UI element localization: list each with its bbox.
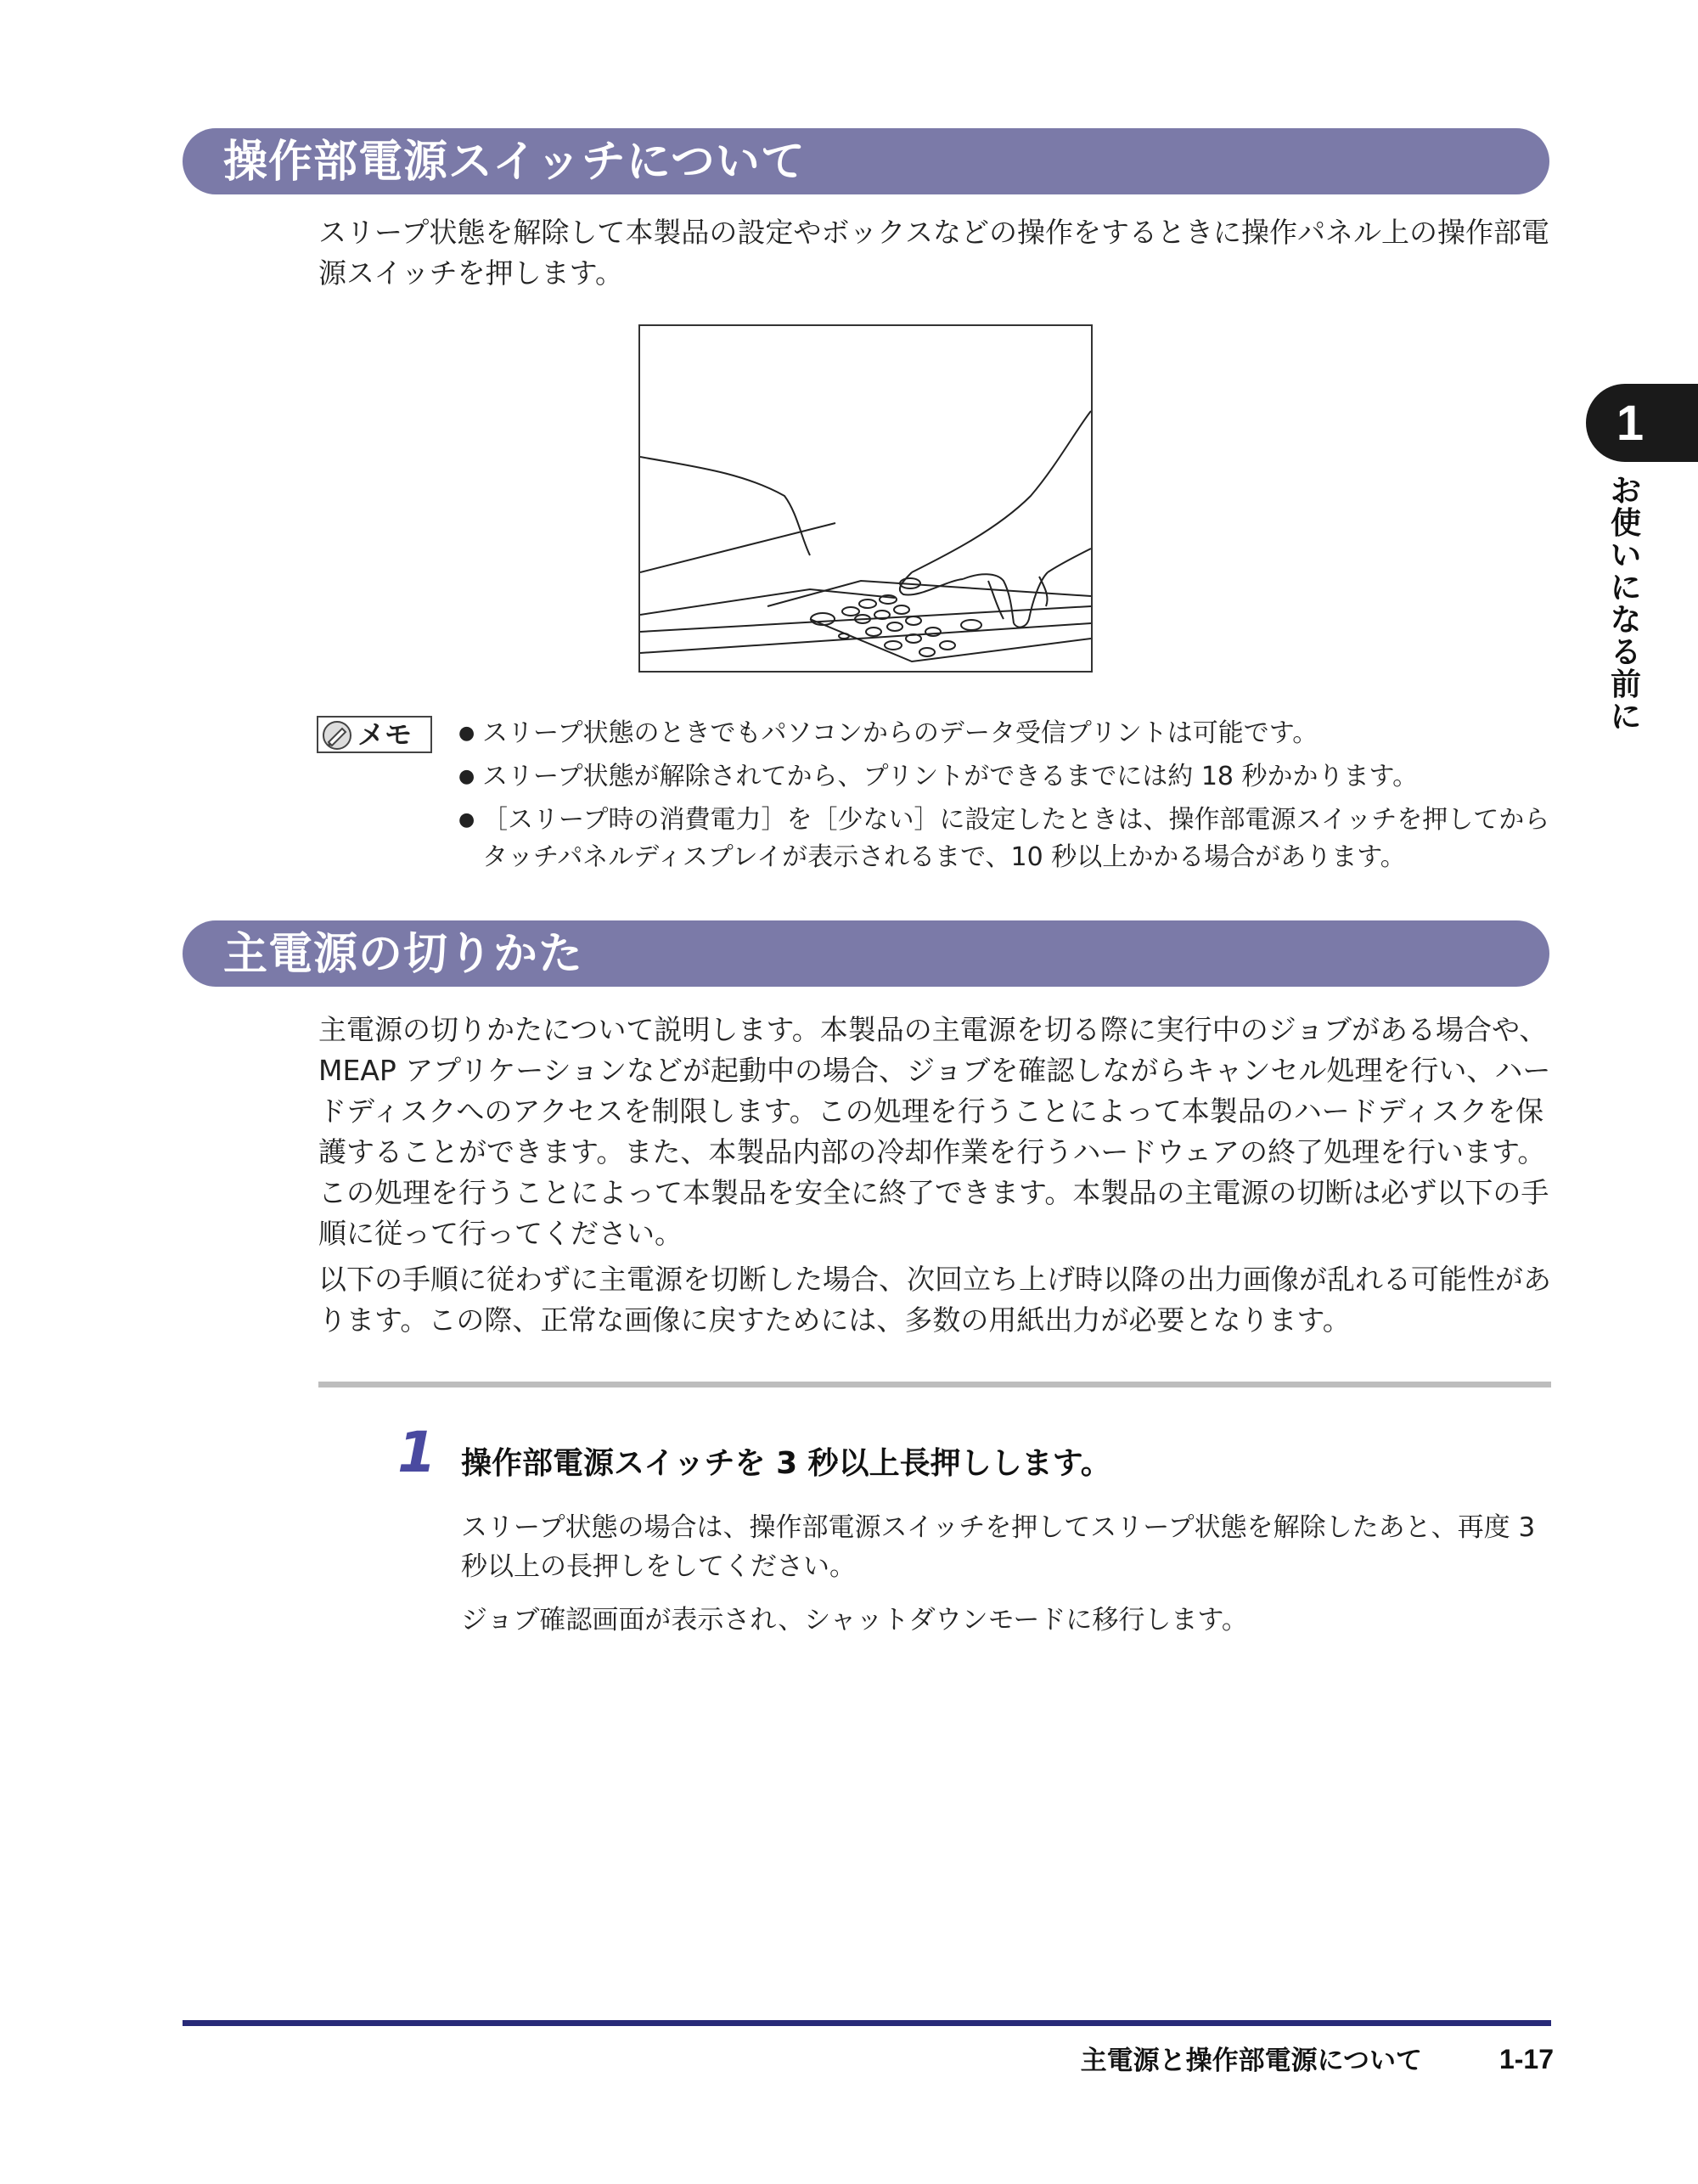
memo-item: ● ［スリープ時の消費電力］を［少ない］に設定したときは、操作部電源スイッチを押してからタッチパネルディスプレイが表示されるまで、10 秒以上かかる場合があります。 xyxy=(458,805,1550,872)
memo-item: ● スリープ状態のときでもパソコンからのデータ受信プリントは可能です。 xyxy=(458,718,1318,748)
memo-item-text: ［スリープ時の消費電力］を［少ない］に設定したときは、操作部電源スイッチを押してからタッチパネルディスプレイが表示されるまで、10 秒以上かかる場合があります。 xyxy=(482,805,1550,872)
chapter-number: 1 xyxy=(1616,396,1645,451)
section-title-switch: 操作部電源スイッチについて xyxy=(223,137,806,188)
step-number: 1 xyxy=(397,1420,436,1485)
memo-label: メモ xyxy=(357,718,413,751)
section-heading-shutdown xyxy=(183,920,1549,987)
hand-pressing-switch-illustration xyxy=(640,326,1091,671)
memo-item: ● スリープ状態が解除されてから、プリントができるまでには約 18 秒かかります。 xyxy=(458,762,1419,791)
shutdown-description: 主電源の切りかたについて説明します。本製品の主電源を切る際に実行中のジョブがある場合や、MEAP アプリケーションなどが起動中の場合、ジョブを確認しながらキャンセル処理を行い、ハードディスクへのアクセスを制限します。この処理を行うことによって本製品のハードディスクを保護することができます。また、本製品内部の冷却作業を行うハードウェアの終了処理を行います。この処理を行うことによって本製品を安全に終了できます。本製品の主電源の切断は必ず以下の手順に従って行ってください。 xyxy=(318,1013,1551,1250)
footer-rule xyxy=(183,2020,1551,2026)
step-title: 操作部電源スイッチを 3 秒以上長押しします。 xyxy=(461,1446,1111,1481)
page-number: 1-17 xyxy=(1498,2044,1554,2074)
pencil-icon xyxy=(322,720,352,751)
step-result: ジョブ確認画面が表示され、シャットダウンモードに移行します。 xyxy=(461,1605,1248,1635)
memo-item-text: スリープ状態のときでもパソコンからのデータ受信プリントは可能です。 xyxy=(482,718,1318,748)
chapter-tab xyxy=(1586,384,1698,462)
divider xyxy=(318,1382,1551,1388)
shutdown-warning: 以下の手順に従わずに主電源を切断した場合、次回立ち上げ時以降の出力画像が乱れる可能性があります。この際、正常な画像に戻すためには、多数の用紙出力が必要となります。 xyxy=(318,1263,1551,1337)
footer-title: 主電源と操作部電源について xyxy=(1080,2046,1422,2076)
section-title-shutdown: 主電源の切りかた xyxy=(223,929,584,980)
chapter-label: お使いになる前に xyxy=(1610,474,1641,735)
step-note: スリープ状態の場合は、操作部電源スイッチを押してスリープ状態を解除したあと、再度 3 秒以上の長押しをしてください。 xyxy=(461,1512,1536,1582)
switch-description: スリープ状態を解除して本製品の設定やボックスなどの操作をするときに操作パネル上の操作部電源スイッチを押します。 xyxy=(318,216,1550,290)
memo-tag xyxy=(317,716,432,753)
section-heading-switch xyxy=(183,128,1549,194)
memo-item-text: スリープ状態が解除されてから、プリントができるまでには約 18 秒かかります。 xyxy=(482,762,1419,791)
memo-list xyxy=(458,715,1554,882)
control-panel-illustration xyxy=(638,324,1093,673)
